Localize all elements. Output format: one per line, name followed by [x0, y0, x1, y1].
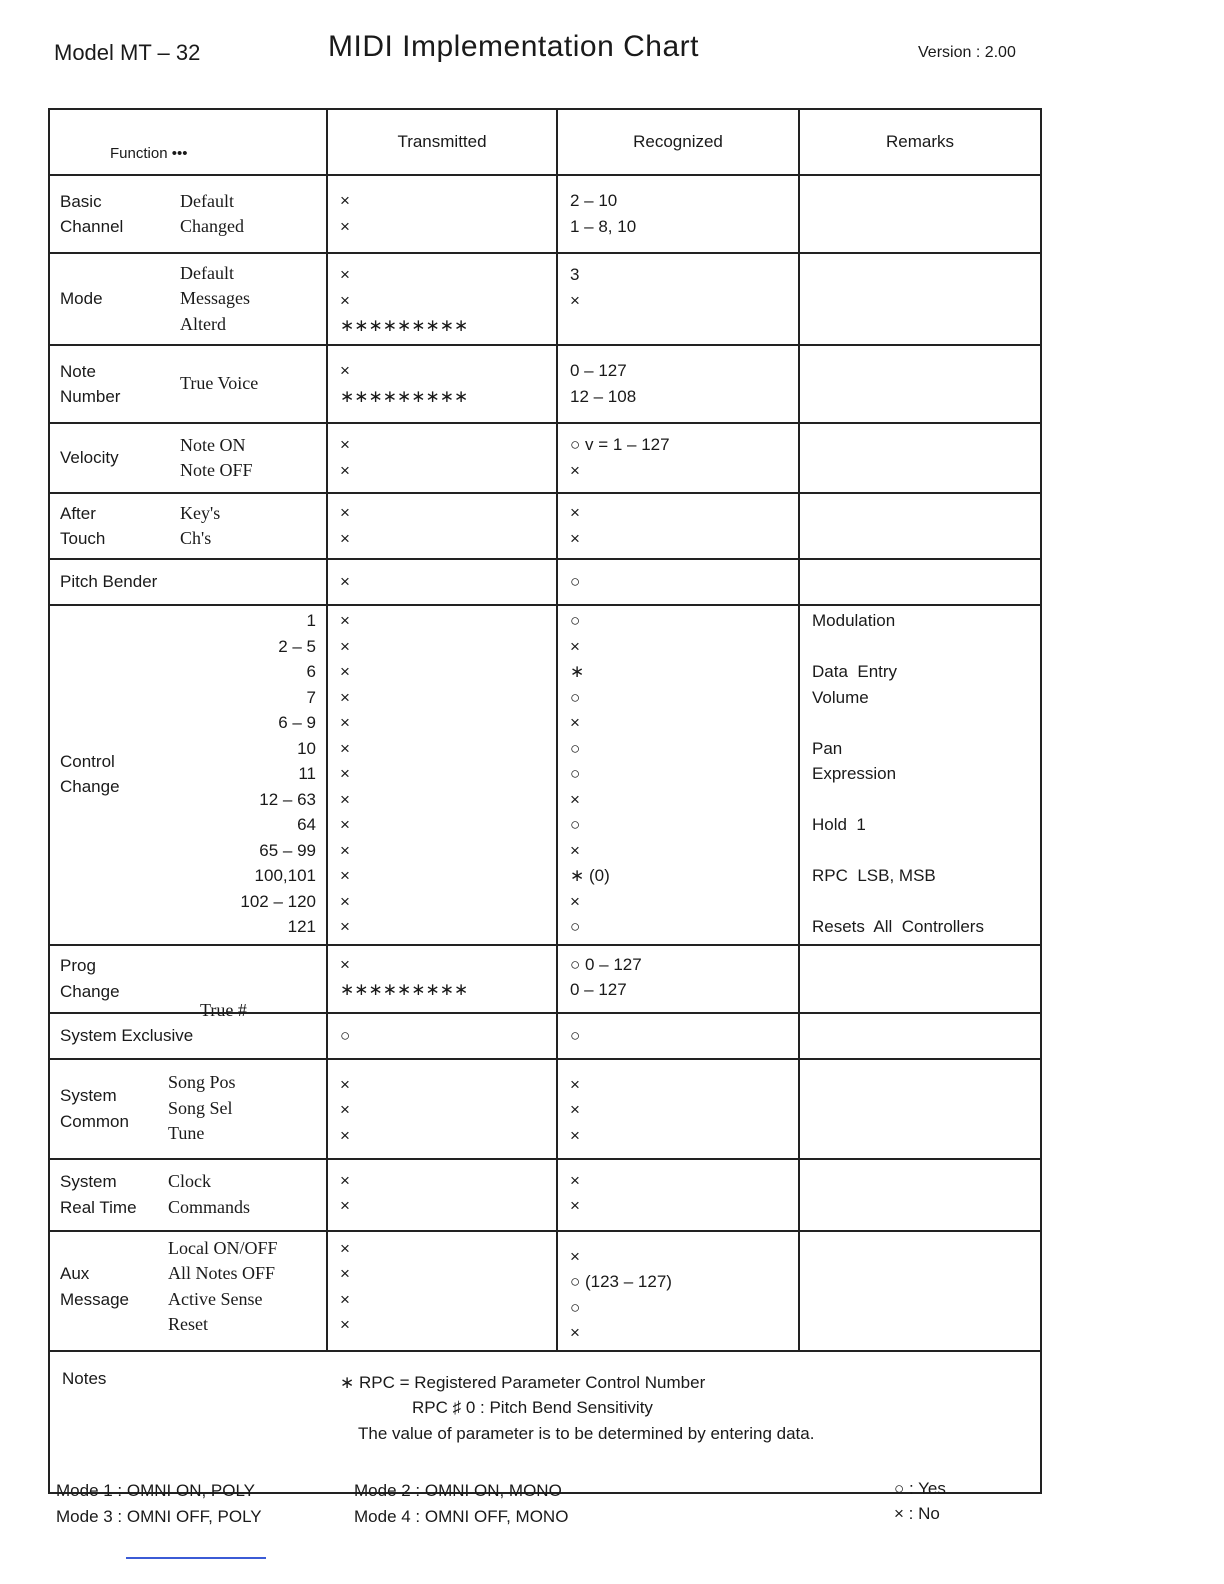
controller-number: 6 – 9 [278, 713, 316, 732]
version-label: Version : 2.00 [918, 44, 1016, 61]
table-row: Aux Message Local ON/OFF All Notes OFF Active Sense Reset × × × × × ○ (123 – 127) ○ × [49, 1231, 1041, 1351]
remark-text: Volume [812, 687, 869, 707]
table-row: Note Number True Voice × ∗∗∗∗∗∗∗∗∗ 0 – 127 12 – 108 [49, 345, 1041, 423]
transmitted-value: × [340, 815, 350, 834]
transmitted-value: × [340, 713, 350, 732]
remark-text [812, 634, 1030, 660]
remark-text: Modulation [812, 611, 896, 630]
controller-number: 11 [298, 764, 316, 783]
table-row: Mode Default Messages Alterd × × ∗∗∗∗∗∗∗∗∗ 3 × [49, 253, 1041, 345]
table-row: After Touch Key's Ch's × × × × [49, 493, 1041, 559]
table-row: System Real Time Clock Commands × × × × [49, 1159, 1041, 1231]
transmitted-value: × [340, 738, 350, 758]
controller-number: 6 [306, 662, 316, 681]
transmitted-value: × [340, 840, 350, 860]
transmitted-value: × [340, 866, 350, 885]
transmitted-value: × [340, 687, 350, 707]
controller-number: 121 [287, 917, 316, 936]
controller-number: 1 [306, 611, 316, 630]
transmitted-header: Transmitted [327, 109, 557, 175]
table-row: System Exclusive ○ ○ [49, 1013, 1041, 1059]
remark-text: Resets All Controllers [812, 917, 984, 936]
recognized-value: ○ [570, 917, 581, 936]
controller-transmitted [328, 606, 556, 944]
recognized-value: ∗ (0) [570, 866, 610, 885]
function-cell: Basic Channel Default Changed [49, 175, 327, 253]
function-header: Function ••• [49, 109, 327, 175]
recognized-value: ○ [570, 738, 581, 758]
transmitted-value: × [340, 191, 350, 210]
controller-number: 2 – 5 [278, 636, 316, 656]
midi-implementation-table [48, 108, 1042, 1494]
table-row: Pitch Bender × ○ [49, 559, 1041, 605]
table-row: System Common Song Pos Song Sel Tune × × × × × × [49, 1059, 1041, 1159]
controller-number: 65 – 99 [259, 840, 316, 860]
table-row: Velocity Note ON Note OFF × × ○ v = 1 – 127 × [49, 423, 1041, 493]
table-header-row [49, 109, 1041, 175]
no-key: × : No [894, 1504, 940, 1523]
model-name: Model MT – 32 [54, 40, 201, 65]
transmitted-value: × [340, 891, 350, 911]
recognized-value: ○ [570, 687, 581, 707]
remark-text [812, 787, 1030, 813]
table-row: Prog Change True # × ∗∗∗∗∗∗∗∗∗ ○ 0 – 127 0 – 127 [49, 945, 1041, 1013]
blue-underline [126, 1557, 266, 1559]
notes-label: Notes [62, 1368, 107, 1388]
recognized-value: ○ [570, 815, 581, 834]
notes-row [49, 1351, 1041, 1493]
notes-text: ∗ RPC = Registered Parameter Control Number RPC ♯ 0 : Pitch Bend Sensitivity The value of parameter is to be determined by entering data. [340, 1372, 815, 1443]
remark-text [812, 889, 1030, 915]
recognized-value: 2 – 10 [570, 191, 618, 210]
controller-number: 10 [297, 738, 316, 758]
yes-key: ○ : Yes [894, 1479, 946, 1498]
controller-number: 12 – 63 [259, 789, 316, 809]
control-change-row: Control Change 1 2 – 5 6 7 6 – 9 10 11 12 – 63 64 65 – 99 100,101 102 – 120 121 × × × × × × × × × × × × × ○ × ∗ ○ × ○ ○ × ○ × ∗ (0) × ○ Modulation Data Entry Volume Pan Expression Hold 1 RPC LSB, MSB Resets All Controllers [49, 605, 1041, 945]
remark-text: Hold 1 [812, 815, 866, 834]
table-row [49, 175, 1041, 253]
controller-number: 64 [297, 815, 316, 834]
remark-text: Data Entry [812, 662, 898, 681]
remarks-cell [799, 175, 1041, 253]
transmitted-value: × [340, 789, 350, 809]
recognized-value: × [570, 636, 580, 656]
transmitted-value: × [340, 764, 350, 783]
recognized-value: × [570, 713, 580, 732]
recognized-value: ∗ [570, 662, 585, 681]
transmitted-value: × [340, 662, 350, 681]
symbol-key [894, 1476, 946, 1526]
recognized-value: × [570, 840, 580, 860]
remark-text: RPC LSB, MSB [812, 866, 936, 885]
page-header [0, 0, 1224, 100]
transmitted-value: × [340, 216, 350, 236]
remark-text [812, 838, 1030, 864]
remark-text: Expression [812, 764, 897, 783]
page-title: MIDI Implementation Chart [328, 30, 699, 63]
controller-number: 100,101 [254, 866, 316, 885]
controller-numbers [160, 606, 326, 942]
controller-number: 7 [306, 687, 316, 707]
controller-remarks [800, 606, 1040, 944]
transmitted-value: × [340, 611, 350, 630]
recognized-header: Recognized [557, 109, 799, 175]
transmitted-value: × [340, 636, 350, 656]
transmitted-value: × [340, 917, 350, 936]
recognized-value: ○ [570, 764, 581, 783]
remark-text [812, 710, 1030, 736]
remarks-header: Remarks [799, 109, 1041, 175]
remark-text: Pan [812, 738, 843, 758]
recognized-value: × [570, 789, 580, 809]
controller-recognized [558, 606, 798, 944]
recognized-value: ○ [570, 611, 581, 630]
controller-number: 102 – 120 [240, 891, 316, 911]
recognized-value: 1 – 8, 10 [570, 216, 637, 236]
recognized-value: × [570, 891, 580, 911]
